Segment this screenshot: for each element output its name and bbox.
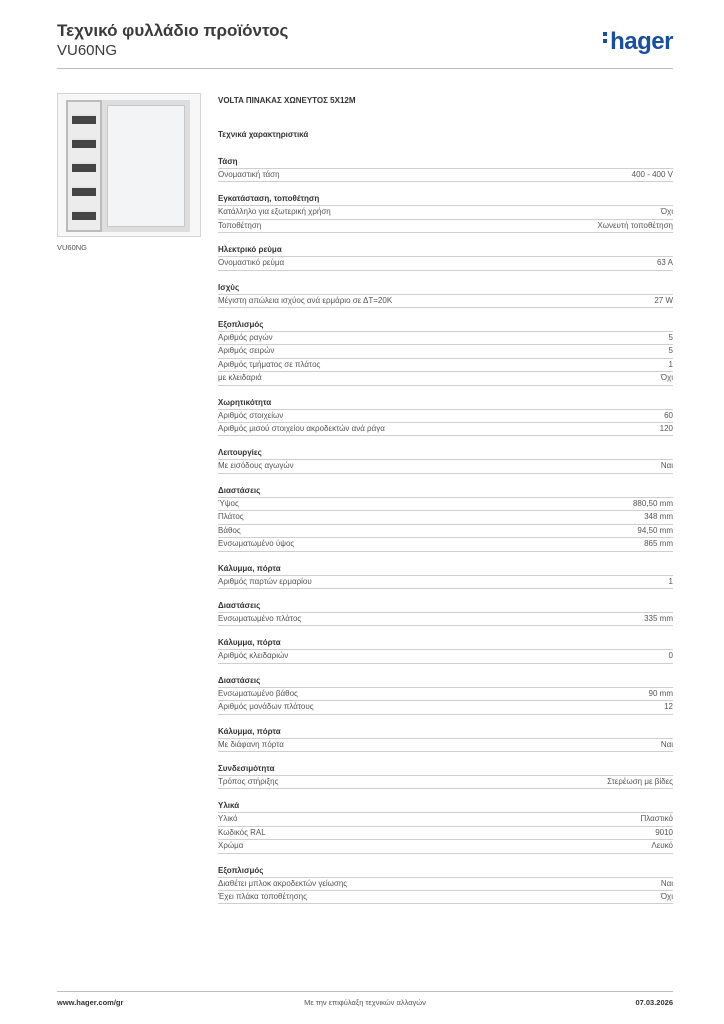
din-rail <box>72 186 96 196</box>
page-footer <box>57 998 673 1010</box>
cabinet-door-icon <box>102 100 190 232</box>
spec-value: 1 <box>668 576 673 586</box>
spec-value: 27 W <box>654 295 673 305</box>
spec-value: 400 - 400 V <box>631 170 673 179</box>
footer-divider <box>57 991 673 992</box>
page-header <box>57 20 673 70</box>
spec-value: Ναι <box>660 461 673 471</box>
spec-row <box>218 813 673 826</box>
spec-section <box>218 155 673 182</box>
spec-label: Τοποθέτηση <box>218 220 262 230</box>
section-title: Διαστάσεις <box>218 484 673 498</box>
spec-value: 335 mm <box>644 613 673 623</box>
spec-row <box>218 169 673 182</box>
spec-value: Ναι <box>660 739 673 749</box>
spec-label: Αριθμός παρτών ερμαρίου <box>218 576 312 586</box>
spec-label: Αριθμός στοιχείων <box>218 410 284 420</box>
product-image <box>57 93 201 237</box>
spec-row <box>218 776 673 789</box>
spec-label: Χρώμα <box>218 841 244 851</box>
spec-label: Ύψος <box>218 498 239 508</box>
spec-value: Όχι <box>660 891 673 901</box>
spec-section <box>218 599 673 626</box>
spec-label: Με διάφανη πόρτα <box>218 739 284 749</box>
footer-url[interactable]: www.hager.com/gr <box>57 998 124 1007</box>
spec-row <box>218 345 673 358</box>
logo-dots-icon <box>603 32 607 46</box>
din-rail <box>72 138 96 148</box>
din-rail <box>72 114 96 124</box>
spec-value: 12 <box>664 702 673 712</box>
spec-row <box>218 827 673 840</box>
section-title: Υλικά <box>218 799 673 813</box>
spec-value: 60 <box>664 410 673 420</box>
product-name: VOLTA ΠΙΝΑΚΑΣ ΧΩΝΕΥΤΟΣ 5X12M <box>218 96 356 105</box>
spec-label: Αριθμός σειρών <box>218 346 275 356</box>
spec-row <box>218 650 673 663</box>
hager-logo <box>603 28 673 56</box>
spec-row <box>218 576 673 589</box>
spec-section <box>218 281 673 308</box>
spec-label: Κατάλληλο για εξωτερική χρήση <box>218 207 331 217</box>
spec-row <box>218 423 673 436</box>
spec-label: Υλικό <box>218 814 238 824</box>
spec-value: Ναι <box>660 878 673 888</box>
spec-label: Ενσωματωμένο ύψος <box>218 539 295 549</box>
section-title: Κάλυμμα, πόρτα <box>218 636 673 650</box>
spec-section <box>218 799 673 853</box>
spec-value: 880,50 mm <box>632 498 673 508</box>
spec-row <box>218 295 673 308</box>
spec-value: Λευκό <box>651 841 673 851</box>
spec-label: Ενσωματωμένο πλάτος <box>218 613 302 623</box>
din-rail <box>72 162 96 172</box>
spec-section <box>218 243 673 270</box>
spec-label: με κλειδαριά <box>218 373 262 383</box>
spec-row <box>218 613 673 626</box>
product-code: VU60NG <box>57 42 118 59</box>
spec-content <box>218 96 673 914</box>
spec-value: 865 mm <box>644 539 673 549</box>
section-title: Ηλεκτρικό ρεύμα <box>218 243 673 257</box>
logo-text: hager <box>610 28 673 55</box>
spec-section <box>218 318 673 386</box>
spec-row <box>218 538 673 551</box>
section-title: Εγκατάσταση, τοποθέτηση <box>218 192 673 206</box>
spec-label: Ονομαστική τάση <box>218 170 280 179</box>
spec-row <box>218 511 673 524</box>
section-title: Κάλυμμα, πόρτα <box>218 725 673 739</box>
section-title: Διαστάσεις <box>218 599 673 613</box>
spec-label: Έχει πλάκα τοποθέτησης <box>218 891 307 901</box>
spec-row <box>218 332 673 345</box>
din-rail <box>72 210 96 220</box>
spec-row <box>218 410 673 423</box>
spec-section <box>218 396 673 437</box>
spec-label: Αριθμός τμήματος σε πλάτος <box>218 359 321 369</box>
spec-value: Όχι <box>660 373 673 383</box>
spec-row <box>218 372 673 385</box>
section-title: Λειτουργίες <box>218 446 673 460</box>
spec-value: 348 mm <box>644 512 673 522</box>
cabinet-body-icon <box>66 100 102 232</box>
spec-section <box>218 864 673 905</box>
section-title: Ισχύς <box>218 281 673 295</box>
spec-label: Αριθμός μισού στοιχείου ακροδεκτών ανά ράγα <box>218 424 385 434</box>
spec-row <box>218 220 673 233</box>
spec-section <box>218 446 673 473</box>
spec-value: 0 <box>668 651 673 661</box>
footer-disclaimer: Με την επιφύλαξη τεχνικών αλλαγών <box>304 998 426 1007</box>
spec-value: 9010 <box>655 827 673 837</box>
spec-label: Αριθμός μονάδων πλάτους <box>218 702 314 712</box>
spec-row <box>218 525 673 538</box>
page-title: Τεχνικό φυλλάδιο προϊόντος <box>57 21 289 40</box>
spec-row <box>218 878 673 891</box>
spec-label: Ενσωματωμένο βάθος <box>218 688 298 698</box>
spec-section <box>218 636 673 663</box>
header-divider <box>57 68 673 69</box>
section-title: Διαστάσεις <box>218 674 673 688</box>
spec-section <box>218 484 673 552</box>
spec-section <box>218 674 673 715</box>
spec-row <box>218 257 673 270</box>
spec-section <box>218 192 673 233</box>
spec-value: 120 <box>659 424 673 434</box>
spec-value: 90 mm <box>648 688 673 698</box>
spec-value: Πλαστικό <box>640 814 673 824</box>
spec-value: 1 <box>668 359 673 369</box>
spec-value: Όχι <box>660 207 673 217</box>
section-title: Εξοπλισμός <box>218 864 673 878</box>
section-title: Συνδεσιμότητα <box>218 762 673 776</box>
spec-row <box>218 739 673 752</box>
spec-section <box>218 562 673 589</box>
spec-sections <box>218 155 673 904</box>
spec-value: Χωνευτή τοποθέτηση <box>597 220 673 230</box>
spec-row <box>218 206 673 219</box>
spec-value: Στερέωση με βίδες <box>607 776 673 786</box>
spec-row <box>218 701 673 714</box>
spec-label: Μέγιστη απώλεια ισχύος ανά ερμάριο σε ΔT=20K <box>218 295 393 305</box>
spec-section <box>218 762 673 789</box>
spec-label: Με εισόδους αγωγών <box>218 461 294 471</box>
spec-label: Αριθμός ραγών <box>218 333 273 343</box>
footer-date: 07.03.2026 <box>635 998 673 1007</box>
section-title: Κάλυμμα, πόρτα <box>218 562 673 576</box>
spec-row <box>218 460 673 473</box>
spec-value: 94,50 mm <box>637 525 673 535</box>
spec-label: Αριθμός κλειδαριών <box>218 651 289 661</box>
section-title: Τάση <box>218 155 673 169</box>
spec-label: Πλάτος <box>218 512 244 522</box>
spec-value: 5 <box>668 346 673 356</box>
spec-row <box>218 891 673 904</box>
section-title: Εξοπλισμός <box>218 318 673 332</box>
spec-label: Κωδικός RAL <box>218 827 266 837</box>
spec-label: Διαθέτει μπλοκ ακροδεκτών γείωσης <box>218 878 348 888</box>
image-caption: VU60NG <box>57 243 88 252</box>
section-title: Χωρητικότητα <box>218 396 673 410</box>
spec-section <box>218 725 673 752</box>
specs-heading: Τεχνικά χαρακτηριστικά <box>218 130 309 139</box>
spec-row <box>218 498 673 511</box>
spec-value: 63 A <box>656 258 673 268</box>
spec-label: Ονομαστικό ρεύμα <box>218 258 285 268</box>
spec-row <box>218 688 673 701</box>
spec-value: 5 <box>668 333 673 343</box>
spec-row <box>218 840 673 853</box>
spec-label: Βάθος <box>218 525 241 535</box>
spec-label: Τρόπος στήριξης <box>218 776 279 786</box>
spec-row <box>218 359 673 372</box>
